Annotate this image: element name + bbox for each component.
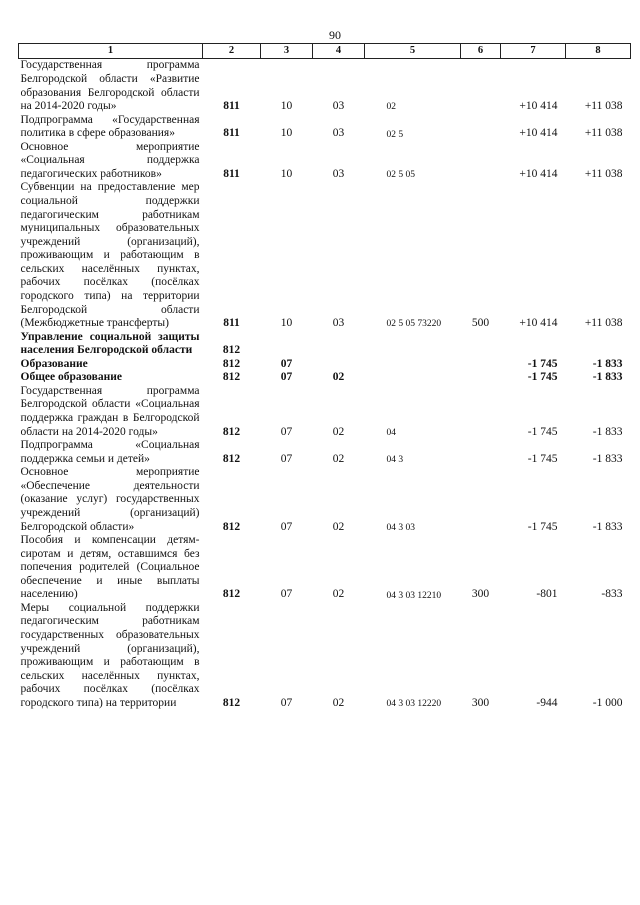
row-expense-type <box>461 358 501 372</box>
row-subsection: 02 <box>332 452 345 465</box>
row-amount-year-2: +11 038 <box>584 317 623 330</box>
row-target-article <box>365 331 461 358</box>
row-department-code: 812 <box>222 357 241 370</box>
row-department-code: 811 <box>223 167 240 180</box>
row-target-article: 02 5 05 73220 <box>386 319 442 330</box>
column-number-header-row <box>19 44 631 59</box>
table-row <box>19 114 631 141</box>
row-subsection: 03 <box>332 167 345 180</box>
header-col-2: 2 <box>203 44 261 59</box>
row-expense-type <box>461 59 501 114</box>
row-section: 07 <box>280 520 293 533</box>
row-expense-type: 300 <box>471 696 490 709</box>
row-department-code: 812 <box>222 696 241 709</box>
row-amount-year-1: +10 414 <box>519 167 558 180</box>
header-col-3: 3 <box>261 44 313 59</box>
table-row <box>19 534 631 602</box>
row-expense-type <box>461 371 501 385</box>
row-subsection: 03 <box>332 317 345 330</box>
row-section: 10 <box>280 127 293 140</box>
row-department-code: 811 <box>223 127 240 140</box>
table-row <box>19 358 631 372</box>
header-col-6: 6 <box>461 44 501 59</box>
row-name: Подпрограмма «Государственная политика в сфере образования» <box>20 113 200 140</box>
table-row <box>19 439 631 466</box>
row-department-code: 812 <box>222 452 241 465</box>
row-amount-year-2: +11 038 <box>584 127 623 140</box>
row-target-article: 04 <box>386 427 396 438</box>
header-col-1: 1 <box>19 44 203 59</box>
row-amount-year-2: +11 038 <box>584 167 623 180</box>
row-amount-year-2: +11 038 <box>584 100 623 113</box>
row-subsection <box>313 358 365 372</box>
row-name: Основное мероприятие «Социальная поддержка педагогических работников» <box>20 140 200 180</box>
row-section <box>261 331 313 358</box>
table-row <box>19 385 631 439</box>
row-name: Пособия и компенсации детям-сиротам и детям, оставшимся без попечения родителей (Социальное обеспечение и иные выплаты населению) <box>20 534 200 601</box>
table-row <box>19 331 631 358</box>
row-subsection: 02 <box>332 696 345 709</box>
table-row <box>19 141 631 182</box>
row-expense-type: 300 <box>471 588 490 601</box>
row-expense-type <box>461 141 501 182</box>
table-row <box>19 181 631 330</box>
budget-table <box>18 43 631 710</box>
row-amount-year-2: -1 000 <box>592 696 623 709</box>
row-department-code: 811 <box>223 317 240 330</box>
row-name: Государственная программа Белгородской области «Социальная поддержка граждан в Белгородской области на 2014-2020 годы» <box>20 384 200 438</box>
row-amount-year-1 <box>501 331 566 358</box>
row-amount-year-2: -1 833 <box>592 371 623 384</box>
row-department-code: 812 <box>222 588 241 601</box>
row-expense-type: 500 <box>471 317 490 330</box>
row-target-article: 04 3 03 12220 <box>386 699 442 710</box>
row-amount-year-1: +10 414 <box>519 317 558 330</box>
row-target-article: 04 3 03 <box>386 522 415 533</box>
row-amount-year-1: +10 414 <box>519 100 558 113</box>
row-amount-year-1: -801 <box>536 588 558 601</box>
row-subsection: 03 <box>332 100 345 113</box>
row-name: Государственная программа Белгородской области «Развитие образования Белгородской области на 2014-2020 годы» <box>20 59 200 113</box>
table-row <box>19 602 631 711</box>
row-amount-year-1: -944 <box>536 696 558 709</box>
row-department-code: 812 <box>222 371 241 384</box>
row-subsection: 02 <box>332 371 345 384</box>
row-amount-year-2: -1 833 <box>592 520 623 533</box>
row-section: 07 <box>280 452 293 465</box>
row-target-article: 04 3 <box>386 455 404 466</box>
row-amount-year-1: -1 745 <box>527 520 558 533</box>
row-department-code: 812 <box>222 425 241 438</box>
row-section: 07 <box>280 357 293 370</box>
row-section: 10 <box>280 100 293 113</box>
table-row <box>19 59 631 114</box>
row-subsection: 03 <box>332 127 345 140</box>
row-expense-type <box>461 114 501 141</box>
row-amount-year-2: -1 833 <box>592 452 623 465</box>
row-name: Подпрограмма «Социальная поддержка семьи и детей» <box>20 439 200 465</box>
row-expense-type <box>461 466 501 534</box>
row-name: Образование <box>20 357 88 370</box>
header-col-5: 5 <box>365 44 461 59</box>
row-name: Основное мероприятие «Обеспечение деятельности (оказание услуг) государственных учреждений (организаций) Белгородской области» <box>20 466 200 533</box>
row-amount-year-2: -1 833 <box>592 357 623 370</box>
row-section: 10 <box>280 167 293 180</box>
row-amount-year-1: -1 745 <box>527 452 558 465</box>
row-target-article: 02 5 <box>386 129 404 140</box>
row-expense-type <box>461 439 501 466</box>
row-expense-type <box>461 331 501 358</box>
row-amount-year-1: -1 745 <box>527 371 558 384</box>
row-expense-type <box>461 385 501 439</box>
row-department-code: 812 <box>222 344 241 357</box>
row-section: 10 <box>280 317 293 330</box>
row-amount-year-1: -1 745 <box>527 357 558 370</box>
row-subsection: 02 <box>332 588 345 601</box>
header-col-8: 8 <box>566 44 631 59</box>
row-name: Общее образование <box>20 371 122 384</box>
row-section: 07 <box>280 425 293 438</box>
row-name: Субвенции на предоставление мер социальной поддержки педагогическим работникам муниципальных образовательных учреждений (организаций), проживающим и работающим в сельских населённых пунктах, рабочих посёлках (посёлках городского типа) на территории Белгородской области (Межбюджетные трансферты) <box>20 181 200 330</box>
row-department-code: 812 <box>222 520 241 533</box>
header-col-7: 7 <box>501 44 566 59</box>
page-number: 90 <box>329 28 341 42</box>
row-amount-year-2: -833 <box>601 588 623 601</box>
row-section: 07 <box>280 371 293 384</box>
row-subsection <box>313 331 365 358</box>
row-department-code: 811 <box>223 100 240 113</box>
row-amount-year-1: +10 414 <box>519 127 558 140</box>
row-target-article <box>365 358 461 372</box>
row-target-article: 02 <box>386 102 396 113</box>
row-subsection: 02 <box>332 425 345 438</box>
row-amount-year-2: -1 833 <box>592 425 623 438</box>
row-target-article: 02 5 05 <box>386 170 415 181</box>
row-section: 07 <box>280 696 293 709</box>
row-name: Меры социальной поддержки педагогическим работникам государственных образовательных учреждений (организаций), проживающим и работающим в сельских населённых пунктах, рабочих посёлках (посёлках городского типа) на территории <box>20 601 200 709</box>
table-row <box>19 371 631 385</box>
row-section: 07 <box>280 588 293 601</box>
table-row <box>19 466 631 534</box>
row-target-article <box>365 371 461 385</box>
header-col-4: 4 <box>313 44 365 59</box>
row-subsection: 02 <box>332 520 345 533</box>
row-target-article: 04 3 03 12210 <box>386 590 442 601</box>
row-name: Управление социальной защиты населения Белгородской области <box>20 330 200 357</box>
row-amount-year-2 <box>566 331 631 358</box>
row-amount-year-1: -1 745 <box>527 425 558 438</box>
